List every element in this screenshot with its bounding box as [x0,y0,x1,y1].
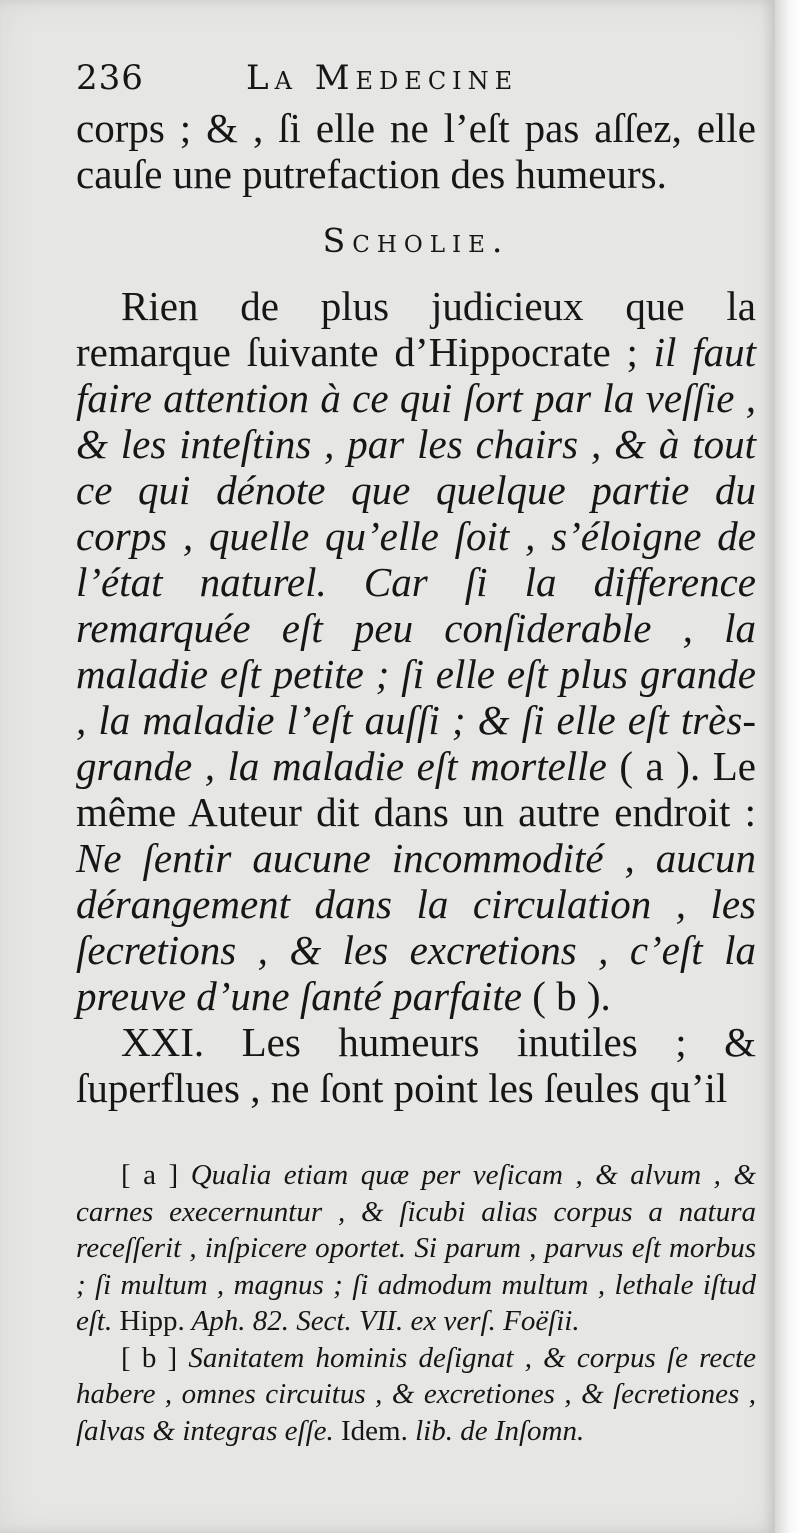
running-header [76,55,756,105]
opening-text: corps ; & , ſi elle ne l’eſt pas aſſez, elle cauſe une putrefaction des humeurs. [76,105,756,197]
footnote-citation: Hipp. [112,1305,185,1337]
footnotes [76,1157,756,1449]
second-quote: Ne ſentir aucune incommodité , aucun dérangement dans la circulation , les ſecretions , & les excretions , c’eſt la preuve d’une ſanté parfaite [76,835,756,1019]
paragraph-xxi: XXI. Les humeurs inutiles ; & ſuperflues , ne ſont point les ſeules qu’il [76,1019,756,1111]
running-title: La Medecine [246,58,519,98]
footnote-ref-b: ( b ). [521,973,611,1019]
footnote-b [76,1340,756,1450]
footnote-marker: [ b ] [121,1341,189,1374]
section-title: Scholie. [322,221,510,260]
footnote-marker: [ a ] [121,1159,191,1191]
scholie-intro: Rien de plus judicieux que la remarque ſuivante d’Hippocrate ; [76,283,756,375]
footnote-ref-a: ( a ). [606,743,701,789]
footnote-text: Sanitatem hominis deſignat , & corpus ſe recte habere , omnes circuitus , & excretiones , & ſecretiones , ſalvas & integras eſſe. [76,1341,756,1447]
footnote-a [76,1157,756,1340]
footnote-text: Qualia etiam quæ per veſicam , & alvum , & carnes execernuntur , & ſicubi alias corpus a natura receſſerit , inſpicere oportet. Si parum , parvus eſt morbus ; ſi multum , magnus ; ſi admodum multum , lethale iſtud eſt. [76,1159,756,1337]
page-number: 236 [76,58,144,98]
scholie-paragraph [76,283,756,1019]
footnote-citation: Idem. [333,1414,408,1447]
footnote-citation-detail: Aph. 82. Sect. VII. ex verſ. Foëſii. [184,1305,580,1337]
hippocrates-quote: il faut faire attention à ce qui ſort par la veſſie , & les inteſtins , par les chairs , & à tout ce qui dénote que quelque partie du corps , quelle qu’elle ſoit , s’éloigne de l’état naturel. Car ſi la difference remarquée eſt peu conſiderable , la maladie eſt petite ; ſi elle eſt plus grande , la maladie l’eſt auſſi ; & ſi elle eſt très-grande , la maladie eſt mortelle [76,329,756,789]
page-edge [775,0,800,1533]
footnote-citation-detail: lib. de Inſomn. [407,1414,585,1447]
page-text [76,55,756,1449]
scholie-mid: Le même Auteur dit dans un autre endroit : [76,743,756,835]
